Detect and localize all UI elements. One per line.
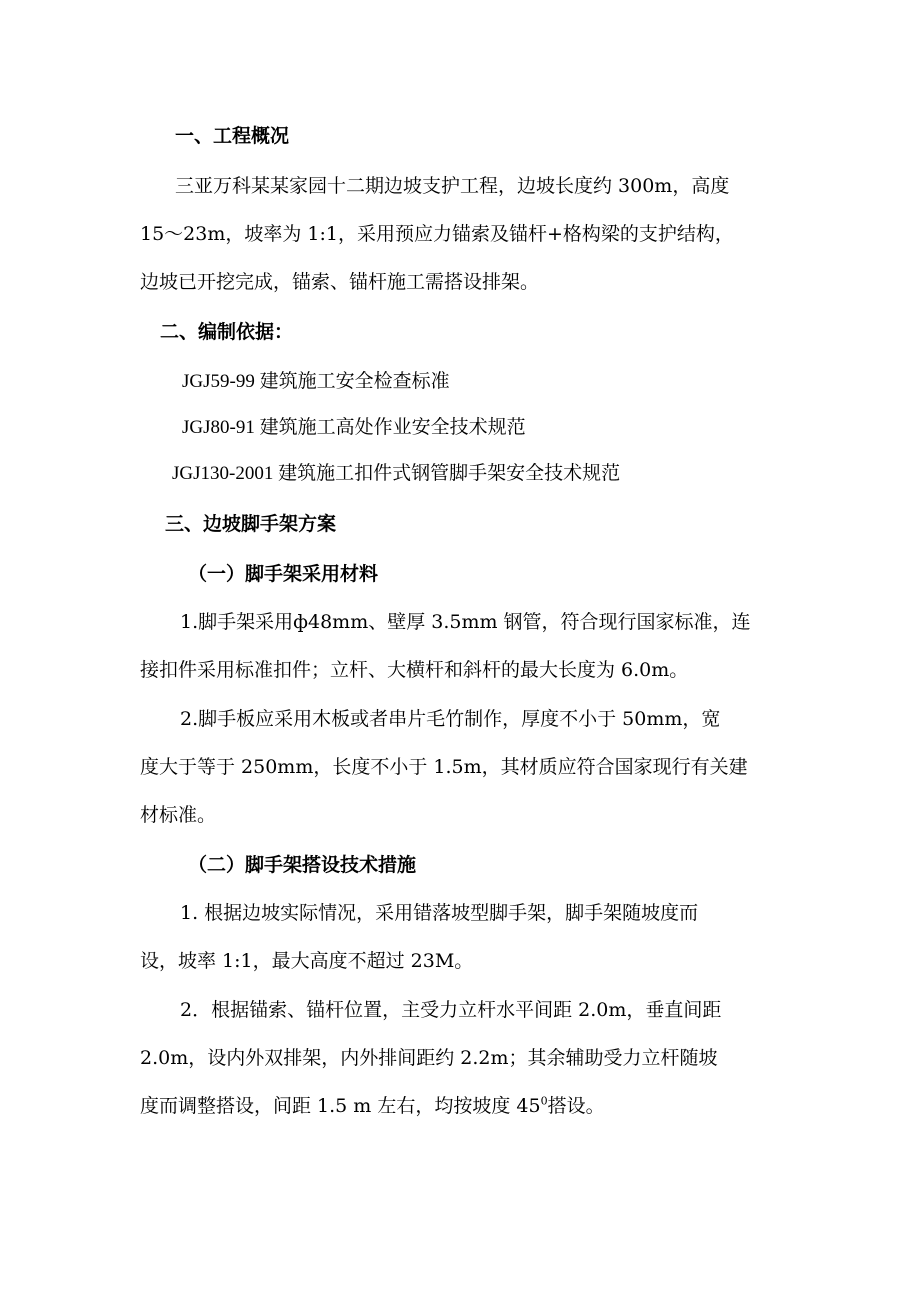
paragraph-line: 材标准。 bbox=[140, 804, 217, 826]
paragraph-line: 接扣件采用标准扣件；立杆、大横杆和斜杆的最大长度为 6.0m。 bbox=[140, 659, 689, 681]
paragraph-line: 2.0m，设内外双排架，内外排间距约 2.2m；其余辅助受力立杆随坡 bbox=[140, 1047, 718, 1069]
section-heading-scaffold-plan: 三、边坡脚手架方案 bbox=[165, 513, 337, 535]
section-heading-basis: 二、编制依据： bbox=[160, 321, 294, 343]
subsection-heading-materials: （一）脚手架采用材料 bbox=[188, 563, 379, 585]
paragraph-line bbox=[140, 1094, 605, 1118]
reference-item: JGJ80-91 建筑施工高处作业安全技术规范 bbox=[182, 417, 526, 438]
degree-superscript: 0 bbox=[540, 1094, 548, 1108]
paragraph-line: 设，坡率 1:1，最大高度不超过 23M。 bbox=[140, 950, 474, 972]
paragraph-line: 度大于等于 250mm，长度不小于 1.5m，其材质应符合国家现行有关建 bbox=[140, 756, 748, 778]
paragraph-line: 2．根据锚索、锚杆位置，主受力立杆水平间距 2.0m，垂直间距 bbox=[180, 999, 722, 1021]
paragraph-line: 1. 根据边坡实际情况，采用错落坡型脚手架，脚手架随坡度而 bbox=[180, 902, 699, 924]
section-heading-overview: 一、工程概况 bbox=[175, 125, 290, 147]
paragraph-line: 1.脚手架采用ф48mm、壁厚 3.5mm 钢管，符合现行国家标准，连 bbox=[180, 611, 751, 633]
reference-item: JGJ130-2001 建筑施工扣件式钢管脚手架安全技术规范 bbox=[172, 463, 621, 484]
subsection-heading-measures: （二）脚手架搭设技术措施 bbox=[188, 854, 417, 876]
reference-item: JGJ59-99 建筑施工安全检查标准 bbox=[182, 371, 450, 392]
paragraph-text: 搭设。 bbox=[547, 1095, 605, 1117]
paragraph-text: 度而调整搭设，间距 1.5 m 左右，均按坡度 45 bbox=[140, 1095, 541, 1117]
paragraph-line: 边坡已开挖完成，锚索、锚杆施工需搭设排架。 bbox=[140, 271, 540, 293]
paragraph-line: 15～23m，坡率为 1:1，采用预应力锚索及锚杆+格构梁的支护结构， bbox=[140, 223, 734, 245]
paragraph-line: 三亚万科某某家园十二期边坡支护工程，边坡长度约 300m，高度 bbox=[175, 175, 730, 197]
paragraph-line: 2.脚手板应采用木板或者串片毛竹制作，厚度不小于 50mm，宽 bbox=[180, 708, 721, 730]
